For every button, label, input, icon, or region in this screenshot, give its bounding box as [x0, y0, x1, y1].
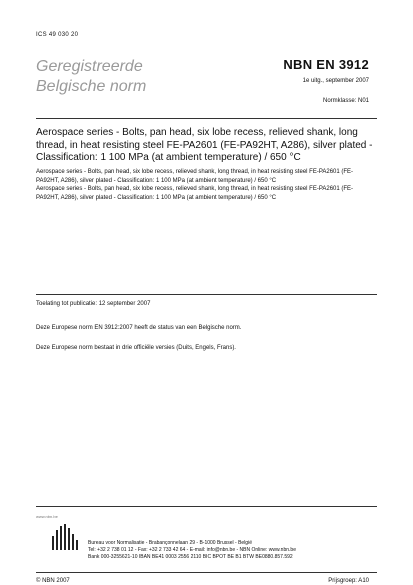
- ics-code: ICS 49 030 20: [36, 32, 79, 38]
- versions-note: Deze Europese norm bestaat in drie officiële versies (Duits, Engels, Frans).: [36, 345, 236, 351]
- header-divider: [36, 118, 377, 119]
- nbn-logo-icon: [52, 524, 82, 550]
- standard-title: Aerospace series - Bolts, pan head, six lobe recess, relieved shank, long thread, in heat resisting steel FE-PA2601 (FE-PA92HT, A286), silver plated - Classification: 1 100 MPa (at ambient temperature) / 650 °C: [36, 127, 373, 163]
- body-divider: [36, 294, 377, 295]
- standard-title-translation-2: Aerospace series - Bolts, pan head, six lobe recess, relieved shank, long thread, in heat resisting steel FE-PA2601 (FE-PA92HT, A286), silver plated - Classification: 1 100 MPa (at ambient temperature) / 650 °C: [36, 186, 354, 201]
- bottom-divider: [36, 572, 377, 573]
- publisher-bank: Bank 000-3255621-10 IBAN BE41 0003 2556 2110 BIC BPOT BE B1 BTW BE0880.857.592: [88, 554, 293, 560]
- doc-type-title-line1: Geregistreerde: [36, 58, 143, 75]
- publisher-contact: Tel: +32 2 738 01 12 - Fax: +32 2 733 42 64 - E-mail: info@nbn.be - NBN Online: www.nbn.be: [88, 547, 296, 553]
- publisher-details: [88, 540, 296, 561]
- edition-date: 1e uitg., september 2007: [302, 78, 369, 84]
- standard-number: NBN EN 3912: [283, 57, 369, 72]
- price-group: Prijsgroep: A10: [328, 578, 369, 584]
- standard-title-translation-1: Aerospace series - Bolts, pan head, six lobe recess, relieved shank, long thread, in heat resisting steel FE-PA2601 (FE-PA92HT, A286), silver plated - Classification: 1 100 MPa (at ambient temperature) / 650 °C: [36, 169, 354, 184]
- copyright: © NBN 2007: [36, 578, 70, 584]
- publisher-address: Bureau voor Normalisatie - Brabançonnelaan 29 - B-1000 Brussel - België: [88, 540, 252, 546]
- publication-approval-date: Toelating tot publicatie: 12 september 2007: [36, 301, 151, 307]
- website-label: www.nbn.be: [36, 514, 58, 519]
- status-note: Deze Europese norm EN 3912:2007 heeft de status van een Belgische norm.: [36, 325, 242, 331]
- footer-divider: [36, 506, 377, 507]
- norm-class: Normklasse: N01: [322, 98, 369, 104]
- doc-type-title-line2: Belgische norm: [36, 78, 147, 95]
